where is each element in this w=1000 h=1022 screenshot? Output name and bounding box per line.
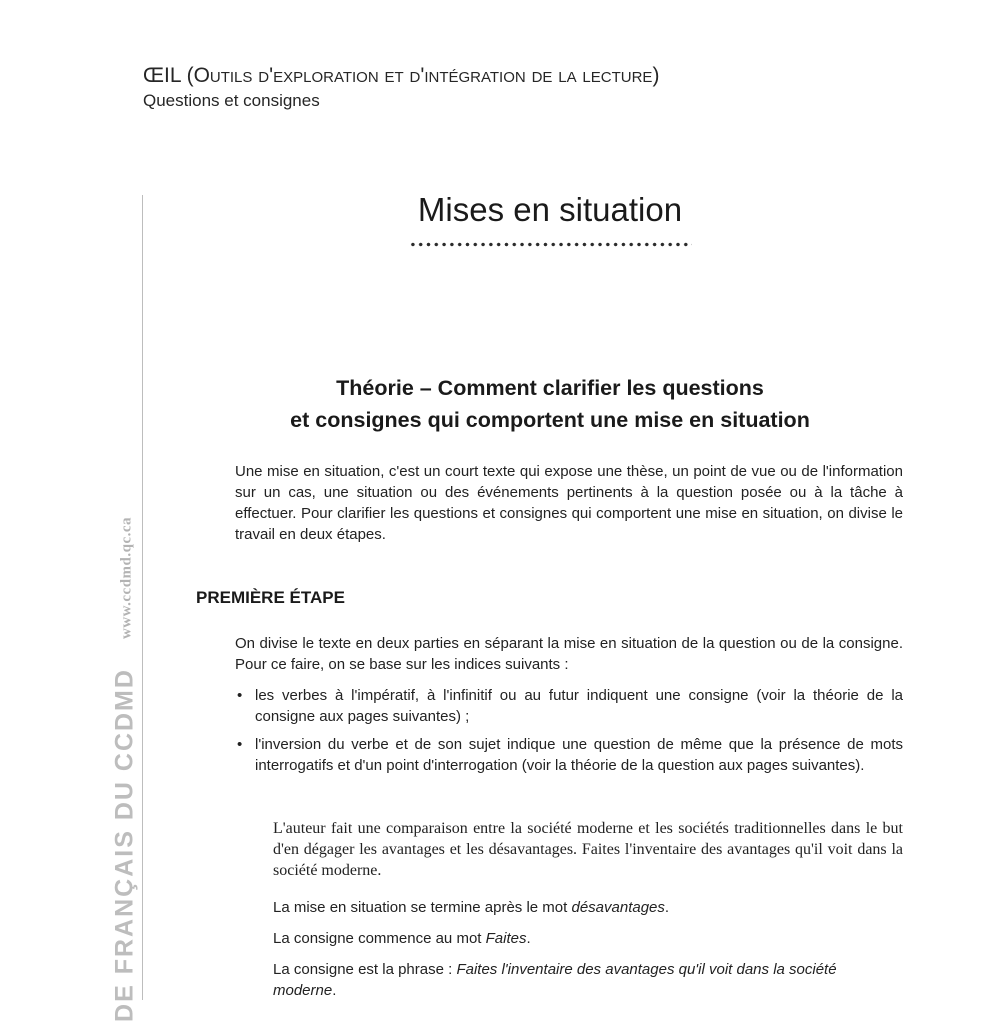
title-dotted-rule bbox=[409, 242, 692, 247]
series-subtitle: Questions et consignes bbox=[143, 91, 320, 110]
bullet-marker: • bbox=[237, 687, 243, 704]
first-step-intro: On divise le texte en deux parties en séparant la mise en situation de la question ou de la consigne. Pour ce faire, on se base sur les indices suivants : bbox=[235, 635, 903, 673]
bullet-marker: • bbox=[237, 736, 243, 753]
theory-intro-paragraph: Une mise en situation, c'est un court texte qui expose une thèse, un point de vue ou de l'information sur un cas, une situation ou des événements pertinents à la question posée ou à la tâche à effectuer. Pour clarifier les questions et consignes qui comportent une mise en situation, on divise le travail en deux étapes. bbox=[235, 463, 903, 543]
analysis-line-2 bbox=[273, 928, 903, 949]
series-title bbox=[143, 62, 659, 90]
sidebar-brand: DE FRANÇAIS DU CCDMD bbox=[110, 668, 139, 1022]
analysis-text: La consigne commence au mot bbox=[273, 930, 486, 947]
series-title-tail: ) bbox=[652, 64, 660, 87]
series-title-smallcaps: Outils d'exploration et d'intégration de la lecture bbox=[193, 64, 653, 87]
margin-rule bbox=[142, 195, 143, 1000]
indicator-list bbox=[235, 685, 903, 783]
analysis-line-3 bbox=[273, 959, 903, 1001]
series-title-lead: ŒIL ( bbox=[143, 64, 194, 87]
analysis-punctuation: . bbox=[526, 930, 531, 947]
theory-title bbox=[150, 372, 950, 436]
analysis-keyword: Faites bbox=[485, 930, 527, 947]
analysis-keyword: Faites l'inventaire des avantages qu'il voit dans la société moderne bbox=[273, 961, 837, 999]
list-item bbox=[235, 734, 903, 776]
sidebar-website: www.ccdmd.qc.ca bbox=[118, 516, 135, 640]
list-item bbox=[235, 685, 903, 727]
analysis-keyword: désavantages bbox=[571, 899, 665, 916]
analysis-text: La mise en situation se termine après le mot bbox=[273, 899, 572, 916]
analysis-punctuation: . bbox=[664, 899, 670, 916]
theory-title-line-2: et consignes qui comportent une mise en situation bbox=[290, 408, 810, 432]
analysis-punctuation: . bbox=[332, 982, 337, 999]
first-step-heading: PREMIÈRE ÉTAPE bbox=[196, 588, 345, 607]
analysis-text: La consigne est la phrase : bbox=[273, 961, 457, 978]
section-title: Mises en situation bbox=[417, 191, 683, 228]
document-header bbox=[143, 62, 659, 112]
theory-title-line-1: Théorie – Comment clarifier les questions bbox=[336, 376, 764, 400]
list-item-text: l'inversion du verbe et de son sujet indique une question de même que la présence de mots interrogatifs et d'un point d'interrogation (voir la théorie de la question aux pages suivantes). bbox=[255, 736, 903, 774]
list-item-text: les verbes à l'impératif, à l'infinitif ou au futur indiquent une consigne (voir la théorie de la consigne aux pages suivantes) ; bbox=[255, 687, 903, 725]
example-passage: L'auteur fait une comparaison entre la société moderne et les sociétés traditionnelles dans le but d'en dégager les avantages et les désavantages. Faites l'inventaire des avantages qu'il voit dans la société moderne. bbox=[273, 820, 903, 879]
analysis-line-1 bbox=[273, 897, 903, 918]
